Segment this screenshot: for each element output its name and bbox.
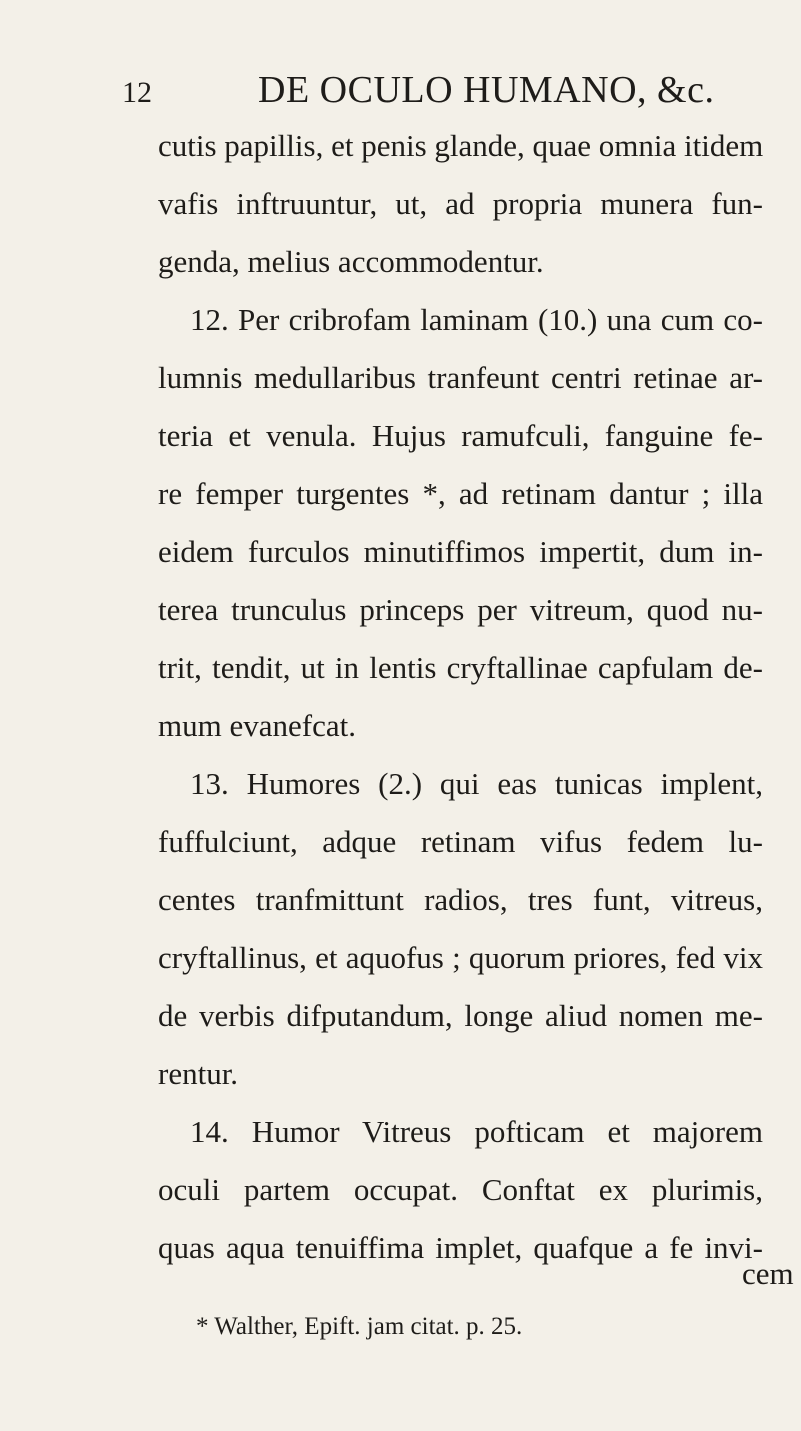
text-line: de verbis difputandum, longe aliud nomen me-: [158, 998, 763, 1033]
text-line: cryftallinus, et aquofus ; quorum priores, fed vix: [158, 940, 763, 975]
page-header: [0, 62, 801, 122]
catchword: cem: [742, 1256, 794, 1291]
page-number: 12: [122, 76, 152, 109]
text-line: oculi partem occupat. Conftat ex plurimis,: [158, 1172, 763, 1207]
running-title: DE OCULO HUMANO, &c.: [258, 69, 715, 111]
text-line: 13. Humores (2.) qui eas tunicas implent,: [190, 766, 763, 801]
text-line: quas aqua tenuiffima implet, quafque a fe invi-: [158, 1230, 763, 1265]
text-line: trit, tendit, ut in lentis cryftallinae capfulam de-: [158, 650, 763, 685]
text-line: centes tranfmittunt radios, tres funt, vitreus,: [158, 882, 763, 917]
text-line: vafis inftruuntur, ut, ad propria munera fun-: [158, 186, 763, 221]
text-line: rentur.: [158, 1056, 239, 1091]
text-line: 12. Per cribrofam laminam (10.) una cum co-: [190, 302, 763, 337]
text-line: cutis papillis, et penis glande, quae omnia itidem: [158, 128, 764, 163]
text-line: eidem furculos minutiffimos impertit, dum in-: [158, 534, 763, 569]
text-line: lumnis medullaribus tranfeunt centri retinae ar-: [158, 360, 763, 395]
text-line: teria et venula. Hujus ramufculi, fanguine fe-: [158, 418, 763, 453]
text-line: terea trunculus princeps per vitreum, quod nu-: [158, 592, 763, 627]
text-line: genda, melius accommodentur.: [158, 244, 544, 279]
text-line: mum evanefcat.: [158, 708, 356, 743]
footnote: * Walther, Epift. jam citat. p. 25.: [196, 1313, 523, 1340]
text-line: 14. Humor Vitreus pofticam et majorem: [190, 1114, 763, 1149]
text-line: fuffulciunt, adque retinam vifus fedem lu-: [158, 824, 763, 859]
text-line: re femper turgentes *, ad retinam dantur ; illa: [158, 476, 763, 511]
